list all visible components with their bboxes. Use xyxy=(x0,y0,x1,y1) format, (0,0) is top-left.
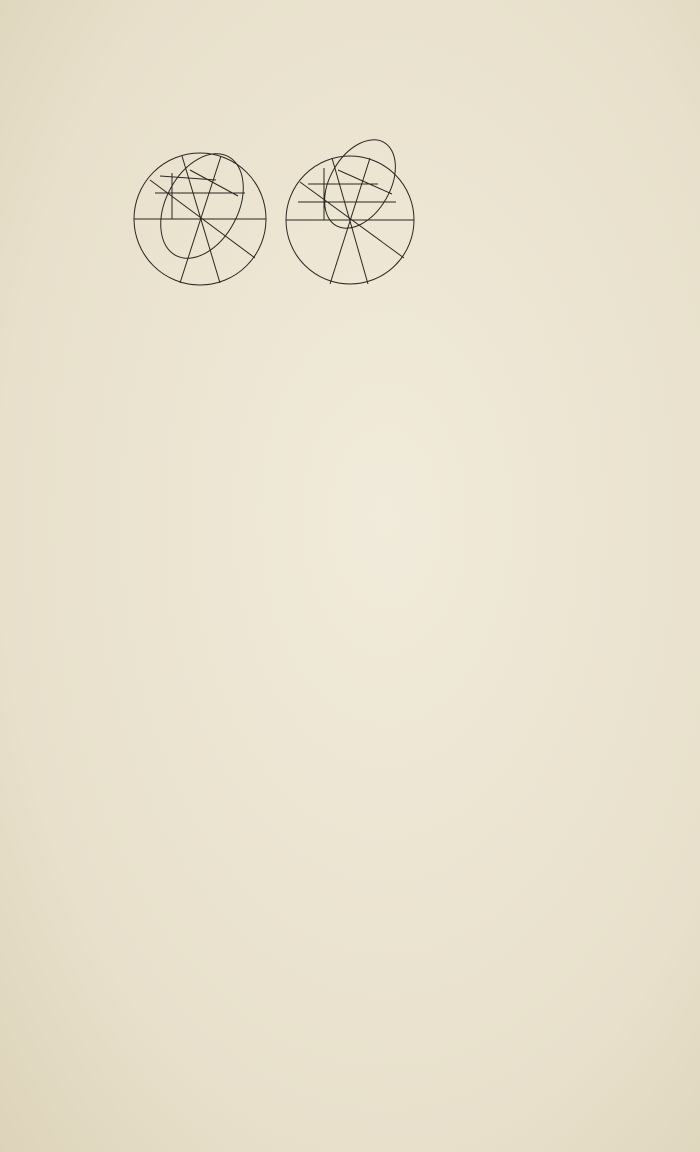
figure-one-diagram xyxy=(120,118,270,303)
figure-two-diagram xyxy=(268,122,428,302)
